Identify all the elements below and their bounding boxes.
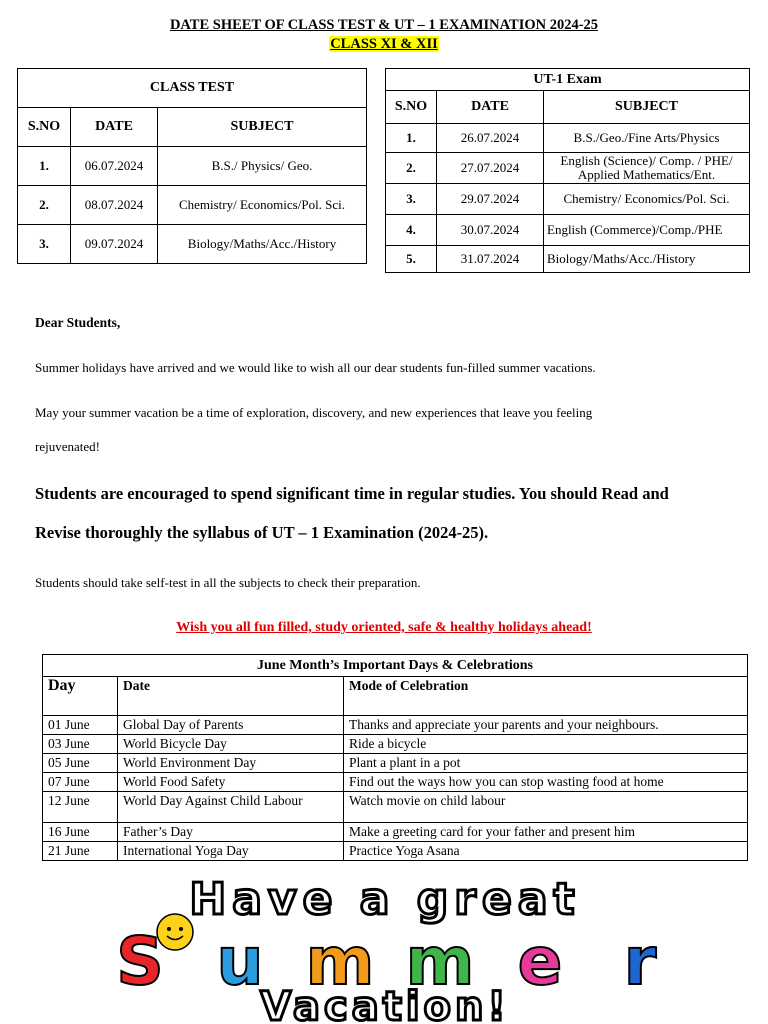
banner-letter: S (116, 923, 164, 1000)
row-date: International Yoga Day (118, 842, 344, 861)
table-row (18, 186, 367, 225)
banner-letter: r (623, 923, 657, 1000)
greeting: Dear Students, (35, 315, 121, 330)
table-row (43, 735, 748, 754)
class-test-table (17, 68, 367, 264)
row-day: 21 June (43, 842, 118, 861)
banner-line1: Have a great (189, 874, 581, 925)
document-subtitle (0, 35, 768, 53)
table-row (43, 754, 748, 773)
banner-line3: Vacation! (260, 984, 510, 1024)
row-mode: Thanks and appreciate your parents and your neighbours. (344, 716, 748, 735)
row-date: Father’s Day (118, 823, 344, 842)
row-mode: Find out the ways how you can stop wasting food at home (344, 773, 748, 792)
table-row (18, 147, 367, 186)
col-day: Day (43, 677, 118, 716)
class-highlight: CLASS XI & XII (330, 36, 438, 52)
row-subject: Chemistry/ Economics/Pol. Sci. (544, 184, 750, 215)
ut1-table (385, 68, 750, 273)
row-mode: Watch movie on child labour (344, 792, 748, 823)
june-caption: June Month’s Important Days & Celebrations (43, 655, 748, 677)
banner-letter: u (216, 923, 264, 1000)
table-row (386, 215, 750, 246)
col-date: DATE (71, 108, 158, 147)
table-row (18, 225, 367, 264)
row-date: 29.07.2024 (437, 184, 544, 215)
col-subject: SUBJECT (158, 108, 367, 147)
table-row (43, 773, 748, 792)
row-subject: English (Science)/ Comp. / PHE/ Applied Mathematics/Ent. (544, 153, 750, 184)
col-date: Date (118, 677, 344, 716)
summer-vacation-banner (55, 872, 715, 1024)
paragraph-holidays: Summer holidays have arrived and we would like to wish all our dear students fun-filled summer vacations. (35, 360, 596, 375)
row-day: 16 June (43, 823, 118, 842)
row-date: 31.07.2024 (437, 246, 544, 273)
paragraph-vacation-cont: rejuvenated! (35, 439, 100, 454)
june-celebrations-table (42, 654, 748, 861)
banner-letter: m (305, 923, 375, 1000)
row-mode: Practice Yoga Asana (344, 842, 748, 861)
row-date: 26.07.2024 (437, 124, 544, 153)
row-sno: 3. (386, 184, 437, 215)
row-subject: Biology/Maths/Acc./History (158, 225, 367, 264)
table-row (43, 716, 748, 735)
row-date: 30.07.2024 (437, 215, 544, 246)
row-date: 27.07.2024 (437, 153, 544, 184)
row-day: 12 June (43, 792, 118, 823)
row-date: World Environment Day (118, 754, 344, 773)
row-mode: Plant a plant in a pot (344, 754, 748, 773)
col-sno: S.NO (18, 108, 71, 147)
row-mode: Make a greeting card for your father and present him (344, 823, 748, 842)
row-date: Global Day of Parents (118, 716, 344, 735)
ut1-caption: UT-1 Exam (386, 69, 750, 91)
row-subject: Biology/Maths/Acc./History (544, 246, 750, 273)
row-subject: B.S./ Physics/ Geo. (158, 147, 367, 186)
row-sno: 1. (386, 124, 437, 153)
table-row (43, 823, 748, 842)
col-sno: S.NO (386, 91, 437, 124)
row-sno: 2. (18, 186, 71, 225)
table-row (43, 792, 748, 823)
row-day: 05 June (43, 754, 118, 773)
wish-message: Wish you all fun filled, study oriented, safe & healthy holidays ahead! (176, 620, 592, 635)
table-row (43, 842, 748, 861)
row-day: 07 June (43, 773, 118, 792)
banner-letter: m (405, 923, 475, 1000)
banner-letter: e (517, 923, 563, 1000)
row-subject: Chemistry/ Economics/Pol. Sci. (158, 186, 367, 225)
row-day: 03 June (43, 735, 118, 754)
row-sno: 4. (386, 215, 437, 246)
study-notice-line1: Students are encouraged to spend significant time in regular studies. You should Read and (35, 484, 669, 503)
row-sno: 5. (386, 246, 437, 273)
row-subject: English (Commerce)/Comp./PHE (544, 215, 750, 246)
row-mode: Ride a bicycle (344, 735, 748, 754)
row-sno: 1. (18, 147, 71, 186)
row-date: World Food Safety (118, 773, 344, 792)
row-sno: 3. (18, 225, 71, 264)
row-sno: 2. (386, 153, 437, 184)
class-test-caption: CLASS TEST (18, 69, 367, 108)
row-date: 06.07.2024 (71, 147, 158, 186)
study-notice-line2: Revise thoroughly the syllabus of UT – 1 Examination (2024-25). (35, 523, 489, 542)
row-day: 01 June (43, 716, 118, 735)
col-date: DATE (437, 91, 544, 124)
row-date: World Bicycle Day (118, 735, 344, 754)
row-date: 09.07.2024 (71, 225, 158, 264)
paragraph-vacation: May your summer vacation be a time of exploration, discovery, and new experiences that leave you feeling (35, 405, 593, 420)
row-subject: B.S./Geo./Fine Arts/Physics (544, 124, 750, 153)
paragraph-self-test: Students should take self-test in all the subjects to check their preparation. (35, 575, 421, 590)
row-date: World Day Against Child Labour (118, 792, 344, 823)
table-row (386, 124, 750, 153)
col-subject: SUBJECT (544, 91, 750, 124)
row-date: 08.07.2024 (71, 186, 158, 225)
col-mode: Mode of Celebration (344, 677, 748, 716)
table-row (386, 246, 750, 273)
document-title: DATE SHEET OF CLASS TEST & UT – 1 EXAMINATION 2024-25 (169, 17, 599, 33)
table-row (386, 184, 750, 215)
table-row (386, 153, 750, 184)
